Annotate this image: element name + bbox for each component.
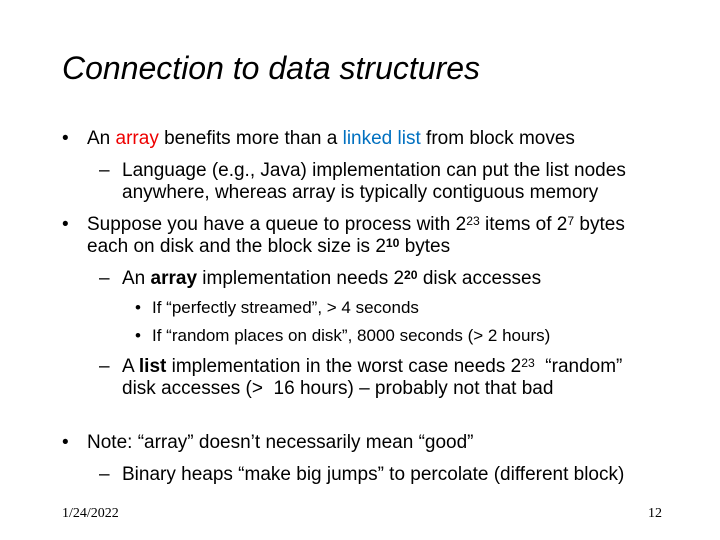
bullet-line-continuation [62, 236, 666, 258]
text-run: An [87, 128, 116, 149]
bullet-marker: – [99, 268, 110, 289]
bullet-item [62, 128, 666, 150]
text-run: An [122, 268, 151, 289]
text-run: Binary heaps “make big jumps” to percolate (different block) [122, 464, 625, 485]
bullet-text [122, 378, 553, 400]
slide-footer [62, 505, 662, 523]
bullet-item [62, 214, 666, 236]
bullet-marker: • [62, 128, 69, 149]
text-run: Suppose you have a queue to process with 2 [87, 214, 467, 235]
text-run: anywhere, whereas array is typically contiguous memory [122, 182, 599, 203]
text-run: bytes [574, 214, 625, 235]
page-title: Connection to data structures [62, 50, 481, 86]
bullet-text [87, 432, 474, 454]
text-run: items of 2 [479, 214, 568, 235]
bullet-item [62, 160, 666, 182]
bullet-text [122, 464, 624, 486]
text-run: Language (e.g., Java) implementation can put the list nodes [122, 160, 626, 181]
bullet-marker: – [99, 160, 110, 181]
superscript-exponent: 23 [521, 355, 535, 370]
bullet-item [62, 298, 666, 318]
footer-page-number: 12 [648, 506, 662, 521]
text-run: each on disk and the block size is 2 [87, 236, 386, 257]
superscript-exponent: 20 [404, 267, 418, 282]
text-run: If “random places on disk”, 8000 seconds (> 2 hours) [152, 326, 551, 345]
text-run: from block moves [420, 128, 575, 149]
bullet-item [62, 356, 666, 378]
text-run: disk accesses [417, 268, 542, 289]
text-run: disk accesses (> 16 hours) – probably not that bad [122, 378, 554, 399]
bullet-text [122, 356, 622, 378]
bullet-list [62, 128, 666, 486]
superscript-exponent: 7 [567, 213, 575, 228]
bullet-text [122, 160, 626, 182]
bullet-text [87, 236, 450, 258]
bullet-item [62, 432, 666, 454]
bullet-marker: • [62, 432, 69, 453]
text-run-bold: list [138, 356, 167, 377]
text-run: implementation in the worst case needs 2 [166, 356, 522, 377]
bullet-text [122, 268, 541, 290]
text-run: Note: “array” doesn’t necessarily mean “good” [87, 432, 474, 453]
text-run-red: array [115, 128, 159, 149]
bullet-text [122, 182, 598, 204]
text-run: bytes [399, 236, 451, 257]
bullet-line-continuation [62, 182, 666, 204]
bullet-text [87, 128, 575, 150]
bullet-text [87, 214, 625, 236]
text-run-bold: array [150, 268, 198, 289]
bullet-text [152, 326, 550, 346]
bullet-marker: – [99, 464, 110, 485]
bullet-text [152, 298, 419, 318]
superscript-exponent: 10 [385, 235, 400, 250]
bullet-marker: • [135, 298, 141, 317]
text-run: If “perfectly streamed”, > 4 seconds [152, 298, 419, 317]
bullet-marker: – [99, 356, 110, 377]
bullet-line-continuation [62, 378, 666, 400]
text-run: A [122, 356, 139, 377]
text-run: “random” [534, 356, 623, 377]
bullet-item [62, 268, 666, 290]
footer-date: 1/24/2022 [62, 506, 119, 521]
text-run: implementation needs 2 [197, 268, 405, 289]
bullet-marker: • [62, 214, 69, 235]
bullet-item [62, 326, 666, 346]
bullet-item [62, 464, 666, 486]
text-run: benefits more than a [158, 128, 343, 149]
superscript-exponent: 23 [466, 213, 480, 228]
bullet-marker: • [135, 326, 141, 345]
text-run-blue: linked list [342, 128, 421, 149]
